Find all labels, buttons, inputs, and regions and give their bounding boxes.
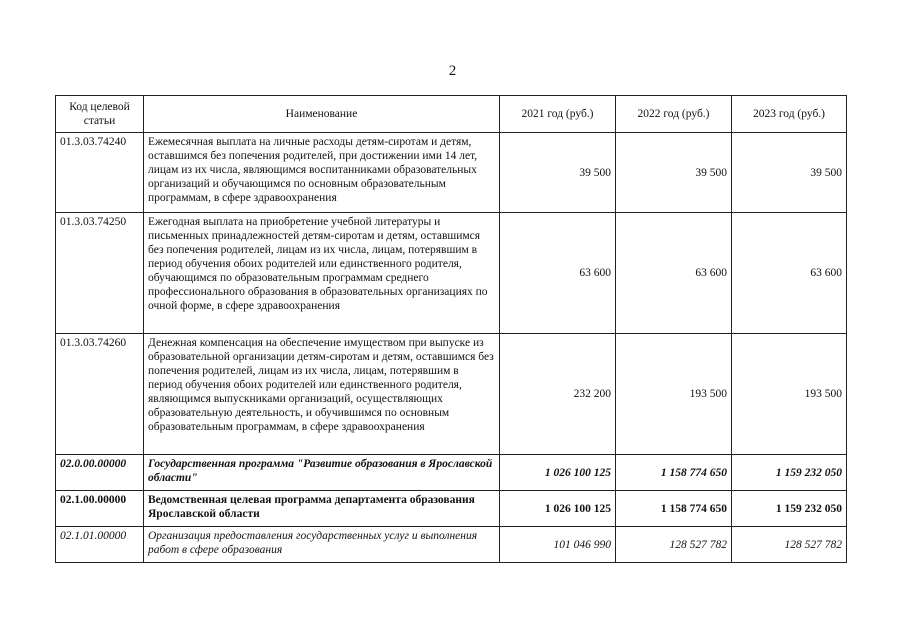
cell-2023: 1 159 232 050 [732,455,847,491]
cell-2021: 232 200 [500,334,616,455]
cell-name: Ведомственная целевая программа департамента образования Ярославской области [144,491,500,527]
cell-2022: 1 158 774 650 [616,491,732,527]
table-row [56,133,847,213]
cell-2021: 101 046 990 [500,527,616,563]
cell-code: 02.1.00.00000 [56,491,144,527]
header-2021: 2021 год (руб.) [500,96,616,133]
table-row [56,455,847,491]
cell-code: 01.3.03.74250 [56,213,144,334]
cell-2022: 39 500 [616,133,732,213]
header-name: Наименование [144,96,500,133]
header-2022: 2022 год (руб.) [616,96,732,133]
cell-2022: 193 500 [616,334,732,455]
page-number: 2 [448,63,457,79]
cell-name: Ежемесячная выплата на личные расходы детям-сиротам и детям, оставшимся без попечения родителей, при достижении ими 14 лет, лицам из их числа, являющимся воспитанниками образовательных организаций и обучающимся по основным образовательным программам, в сфере здравоохранения [144,133,500,213]
cell-2021: 1 026 100 125 [500,455,616,491]
table-header-row [56,96,847,133]
cell-2023: 39 500 [732,133,847,213]
cell-name: Денежная компенсация на обеспечение имуществом при выпуске из образовательной организации детям-сиротам и детям, оставшимся без попечения родителей, лицам из их числа, лицам, потерявшим в период обучения обоих родителей или единственного родителя, являющимся выпускниками организаций, осуществляющих образовательную деятельность, и обучившимся по основным образовательным программам, в сфере здравоохранения [144,334,500,455]
cell-2023: 1 159 232 050 [732,491,847,527]
budget-table [55,95,847,563]
table-row [56,527,847,563]
header-code: Код целевой статьи [56,96,144,133]
cell-2023: 128 527 782 [732,527,847,563]
cell-code: 01.3.03.74240 [56,133,144,213]
cell-code: 01.3.03.74260 [56,334,144,455]
cell-2022: 1 158 774 650 [616,455,732,491]
cell-2021: 63 600 [500,213,616,334]
table-row [56,213,847,334]
table-row [56,491,847,527]
cell-2021: 39 500 [500,133,616,213]
cell-2021: 1 026 100 125 [500,491,616,527]
table-row [56,334,847,455]
cell-2022: 63 600 [616,213,732,334]
cell-name: Государственная программа "Развитие образования в Ярославской области" [144,455,500,491]
cell-name: Ежегодная выплата на приобретение учебной литературы и письменных принадлежностей детям-сиротам и детям, оставшимся без попечения родителей, лицам из их числа, лицам, потерявшим в период обучения обоих родителей или единственного родителя, обучающимся по образовательным программам среднего профессионального образования в образовательных организациях по очной форме, в сфере здравоохранения [144,213,500,334]
header-2023: 2023 год (руб.) [732,96,847,133]
cell-name: Организация предоставления государственных услуг и выполнения работ в сфере образования [144,527,500,563]
cell-2022: 128 527 782 [616,527,732,563]
cell-code: 02.1.01.00000 [56,527,144,563]
cell-2023: 63 600 [732,213,847,334]
cell-code: 02.0.00.00000 [56,455,144,491]
cell-2023: 193 500 [732,334,847,455]
